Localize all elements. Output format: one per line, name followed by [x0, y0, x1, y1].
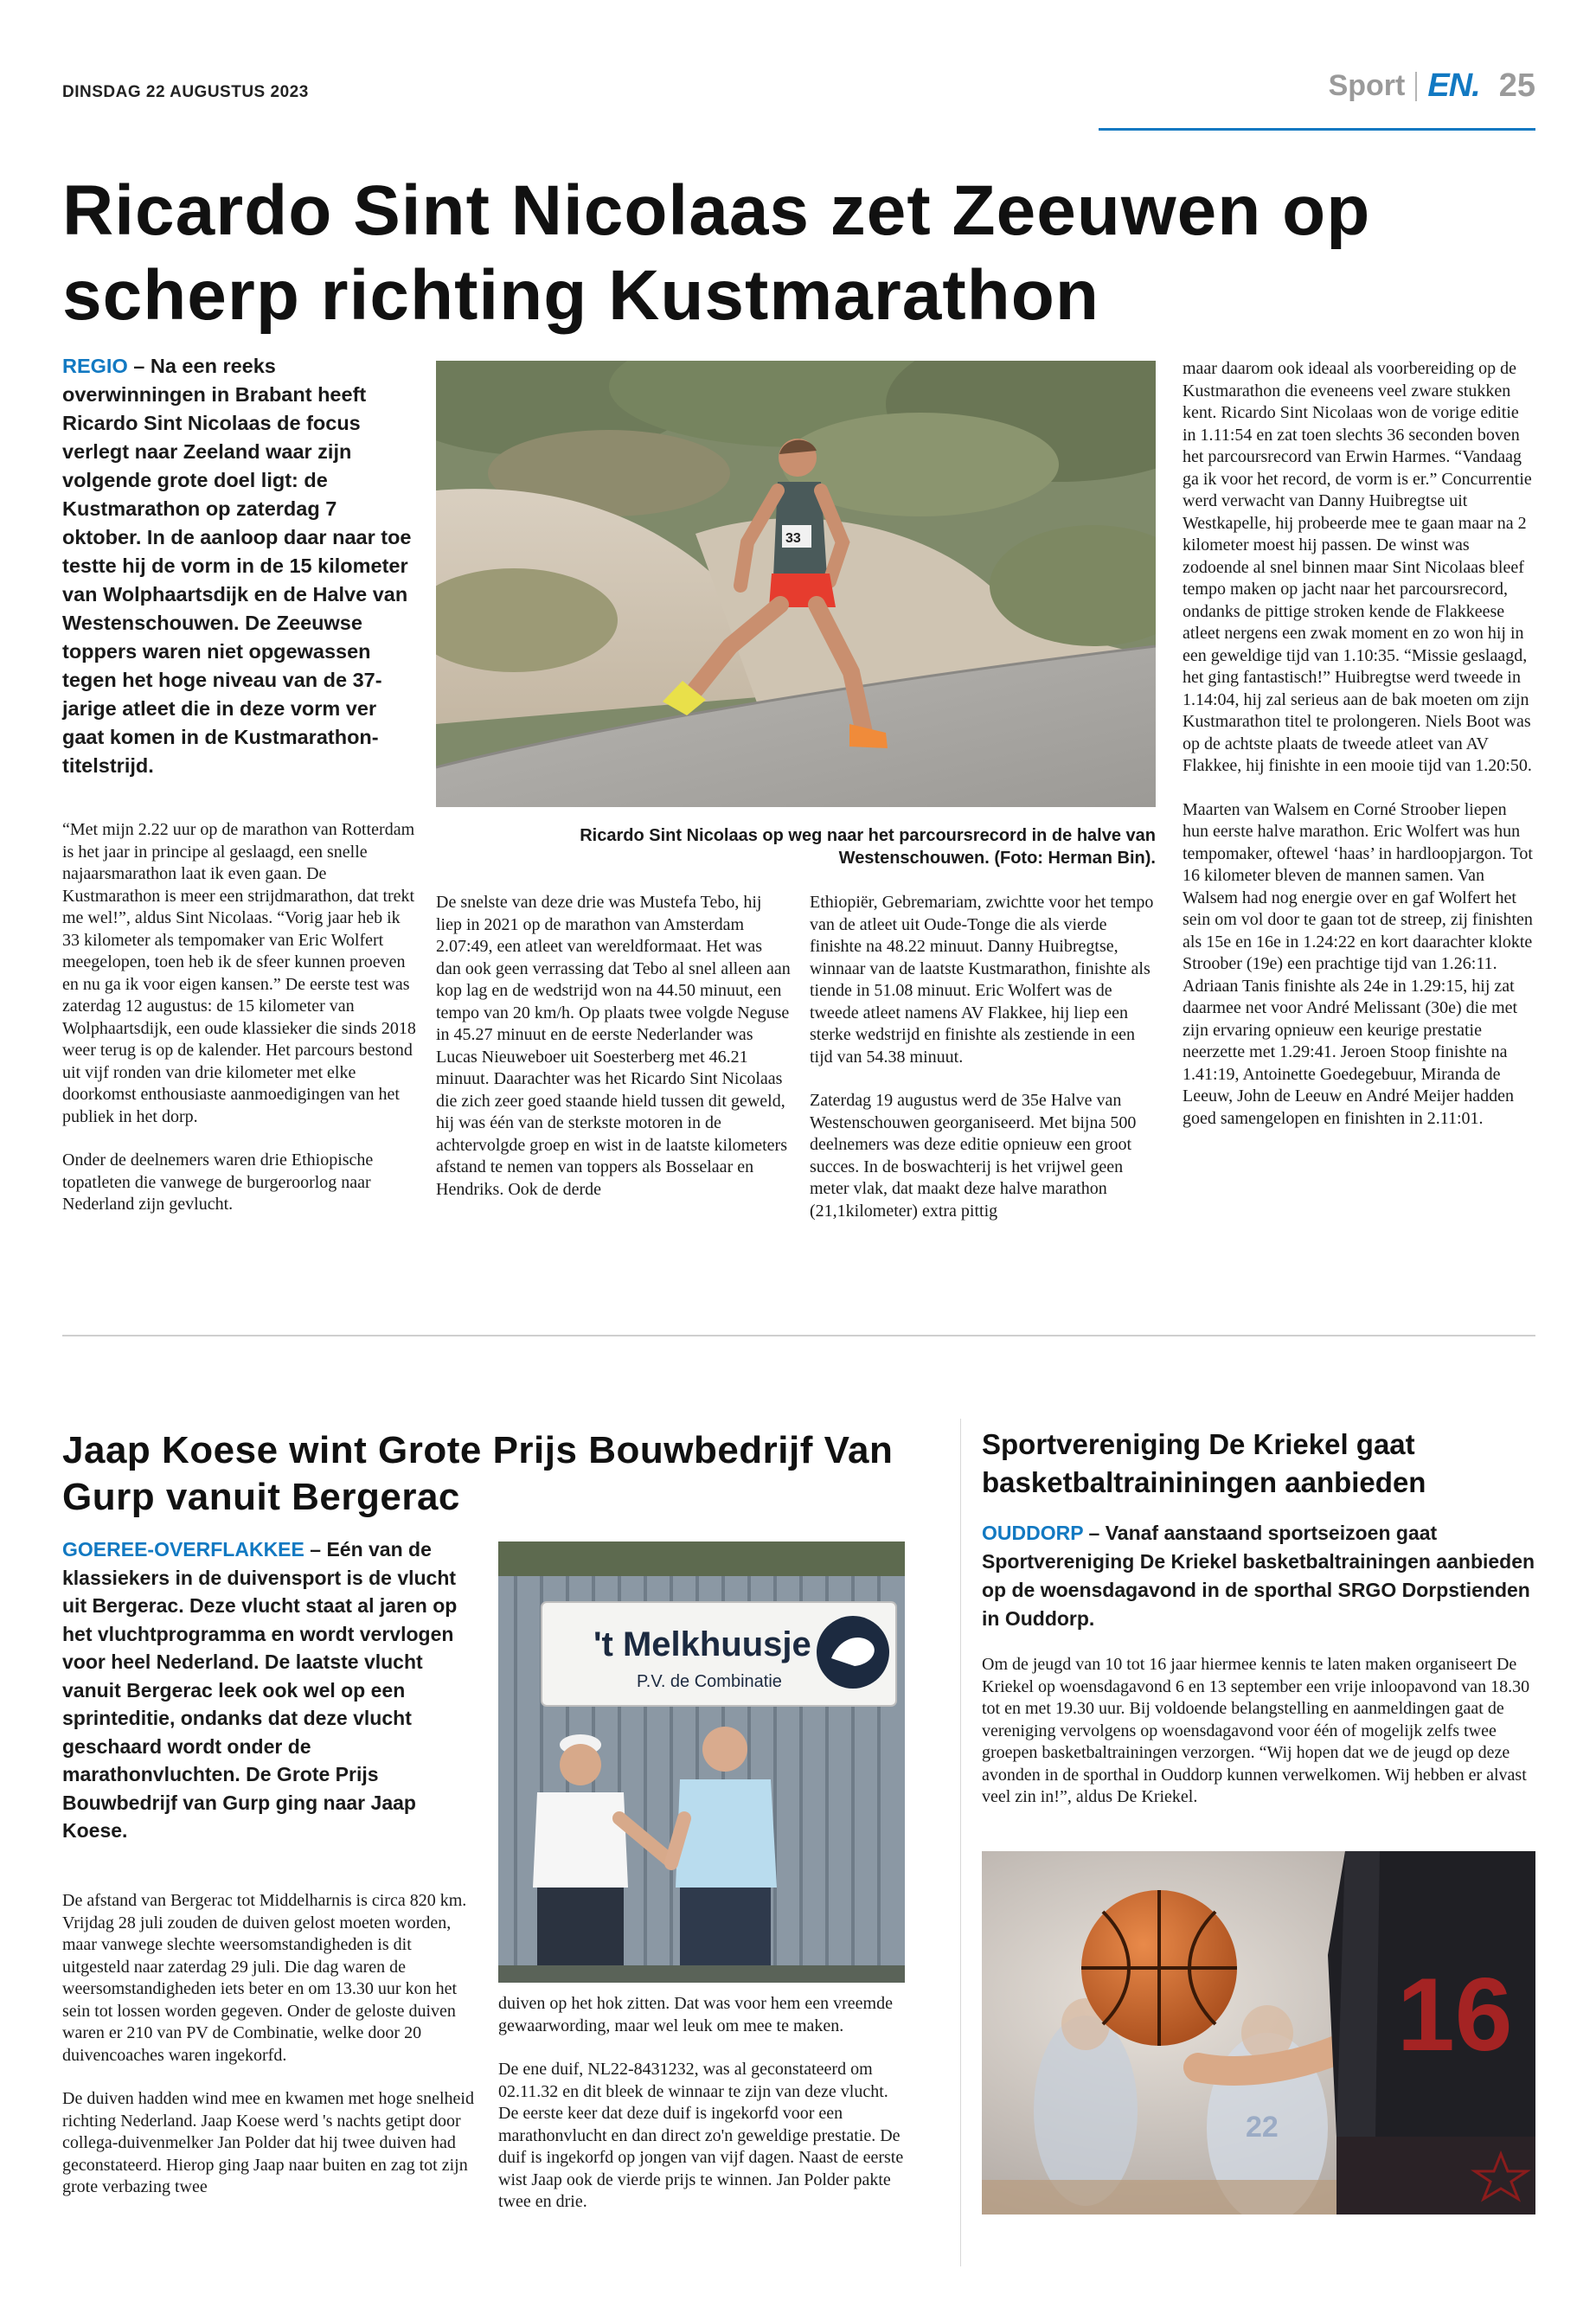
sign-title: 't Melkhuusje	[593, 1625, 811, 1663]
article1-col3-p2: Zaterdag 19 augustus werd de 35e Halve van Westenschouwen georganiseerd. Met bijna 500 deelnemers was deze editie opnieuw een groot succes. In de boswachterij is het vrijwel geen meter vlak, dat maakt deze halve marathon (21,1kilometer) extra pittig	[810, 1091, 1137, 1221]
blurred-jersey-number: 22	[1246, 2111, 1279, 2144]
newspaper-logo: EN.	[1427, 67, 1480, 104]
runner-photo-caption: Ricardo Sint Nicolaas op weg naar het parcoursrecord in de halve van Westenschouwen. (Foto: Herman Bin).	[580, 826, 1156, 868]
article1-col2-p1: De snelste van deze drie was Mustefa Tebo, hij liep in 2021 op de marathon van Amsterdam 2.07:49, een atleet van wereldformaat. Het was dan ook geen verrassing dat Tebo al snel alleen aan kop lag en de wedstrijd won na 44.50 minuut, een tempo van 20 km/h. Op plaats twee volgde Neguse in 45.27 minuut en de eerste Nederlander was Lucas Nieuweboer uit Soesterberg met 46.21 minuut. Daarachter was het Ricardo Sint Nicolaas die zich zeer goed staande hield tussen dit geweld, hij was één van de sterkste motoren in de achtervolgde groep en wist in de laatste kilometers afstand te nemen van toppers als Bosselaar en Hendriks. Ook de derde	[436, 893, 791, 1199]
article3-body	[982, 1654, 1535, 1809]
article1-col4-p2: Maarten van Walsem en Corné Stroober liepen hun eerste halve marathon. Eric Wolfert was hun tempomaker, oftewel ‘haas’ in hardloopjargon. Tot 16 kilometer bleven de mannen samen. Van Walsem had nog energie over en gaf Wolfert het sein om vol door te gaan tot de streep, zij finishten als 15e en 16e in 1.24:22 en kort daarachter klokte Stroober (19e) een prachtige tijd van 1.26:11. Adriaan Tanis finishte als 24e in 1.29:15, hij zat daarmee net voor André Melissant (30e) die met zijn ervaring opnieuw een keurige prestatie neerzette met 1.29:41. Jeroen Stoop finishte na 1.41:19, Antoinette Goedegebuur, Miranda de Leeuw, John de Leeuw en André Meijer hadden goed samengelopen en finishten in 2.11:01.	[1183, 799, 1533, 1128]
page-header	[1329, 67, 1535, 105]
article1-region: REGIO	[62, 355, 128, 377]
article1-lead-text: – Na een reeks overwinningen in Brabant heeft Ricardo Sint Nicolaas de focus verlegt naar Zeeland waar zijn volgende grote doel ligt: de Kustmarathon op zaterdag 7 oktober. In de aanloop daar naar toe testte hij de vorm in de 15 kilometer van Wolphaartsdijk en de Halve van Westenschouwen. De Zeeuwse toppers waren niet opgewassen tegen het hoge niveau van de 37-jarige atleet die in deze vorm ver gaat komen in de Kustmarathon-titelstrijd.	[62, 355, 412, 777]
article2-lead	[62, 1535, 478, 1845]
header-rule	[1099, 128, 1535, 131]
runner-photo	[436, 361, 1156, 807]
article1-column-3	[810, 892, 1156, 1222]
article1-col1-p2: Onder de deelnemers waren drie Ethiopische topatleten die vanwege de burgeroorlog naar Nederland zijn gevlucht.	[62, 1150, 374, 1214]
sign-subtitle: P.V. de Combinatie	[637, 1672, 782, 1691]
article1-column-1	[62, 819, 417, 1216]
article2-column-2	[498, 1993, 905, 2214]
pigeon-club-illustration	[498, 1541, 905, 1983]
article3-headline: Sportvereniging De Kriekel gaat basketbaltraininingen aanbieden	[982, 1428, 1426, 1498]
article2-col1-p2: De duiven hadden wind mee en kwamen met hoge snelheid richting Nederland. Jaap Koese werd 's nachts getipt door collega-duivenmelker Jan Polder dat hij twee duiven had geconstateerd. Hierop ging Jaap naar buiten en zag tot zijn grote verbazing twee	[62, 2089, 474, 2196]
article3-region: OUDDORP	[982, 1522, 1084, 1544]
article2-col1-p1: De afstand van Bergerac tot Middelharnis is circa 820 km. Vrijdag 28 juli zouden de duiven gelost moeten worden, maar vanwege slechte weersomstandigheden is dit uitgesteld naar zaterdag 29 juli. Die dag waren de weersomstandigheden iets beter en om 13.30 uur kon het sein tot lossen worden gegeven. Onder de geloste duiven waren er 210 van PV de Combinatie, welke door 20 duivencoaches waren ingekorfd.	[62, 1891, 467, 2065]
article1-column-4	[1183, 358, 1535, 1130]
article3-lead-text: – Vanaf aanstaand sportseizoen gaat Sportvereniging De Kriekel basketbaltrainingen aanbieden op de woensdagavond in de sporthal SRGO Dorpstienden in Ouddorp.	[982, 1522, 1535, 1630]
bib-number: 33	[785, 531, 801, 546]
basketball-photo	[982, 1851, 1535, 2214]
header-separator	[1415, 72, 1417, 101]
article1-col1-p1: “Met mijn 2.22 uur op de marathon van Rotterdam is het jaar in principe al geslaagd, een snelle najaarsmarathon laat ik even gaan. De Kustmarathon is meer een strijdmarathon, dat trekt me wel!”, aldus Sint Nicolaas. “Vorig jaar heb ik 33 kilometer als tempomaker van Eric Wolfert meegelopen, toen heb ik de sfeer kunnen proeven en nu ga ik voor eigen kansen.” De eerste test was zaterdag 12 augustus: de 15 kilometer van Wolphaartsdijk, een oude klassieker die sinds 2018 weer terug is op de kalender. Het parcours bestond uit vijf ronden van drie kilometer met elke doorkomst enthousiaste aanmoedigingen van het publiek in het dorp.	[62, 820, 416, 1126]
basketball-illustration	[982, 1851, 1535, 2214]
article1-col3-p1: Ethiopiër, Gebremariam, zwichtte voor het tempo van de atleet uit Oude-Tonge die als vierde finishte na 48.22 minuut. Danny Huibregtse, winnaar van de laatste Kustmarathon, finishte als tiende in 51.08 minuut. Eric Wolfert was de tweede atleet namens AV Flakkee, hij liep een sterke wedstrijd en finishte als zestiende in een tijd van 54.38 minuut.	[810, 893, 1154, 1067]
article3-body-p1: Om de jeugd van 10 tot 16 jaar hiermee kennis te laten maken organiseert De Kriekel op woensdagavond 6 en 13 september een vrije inloopavond van 18.30 tot en met 19.30 uur. Bij voldoende belangstelling en aanmeldingen gaat de vereniging vervolgens op woensdagavond voor één of mogelijk zelfs twee groepen basketbaltrainingen verzorgen. “Wij hopen dat we de jeugd op deze avonden in de sporthal in Ouddorp kunnen verwelkomen. Wij hebben er alvast veel zin in!”, aldus De Kriekel.	[982, 1655, 1530, 1806]
runner-photo-illustration	[436, 361, 1156, 807]
pigeon-club-photo	[498, 1541, 905, 1983]
article1-headline: Ricardo Sint Nicolaas zet Zeeuwen op scherp richting Kustmarathon	[62, 171, 1371, 335]
article2-region: GOEREE-OVERFLAKKEE	[62, 1538, 304, 1561]
article1-lead	[62, 352, 417, 780]
article2-col2-p2: De ene duif, NL22-8431232, was al geconstateerd om 02.11.32 en dit bleek de winnaar te zijn van deze vlucht. De eerste keer dat deze duif is ingekorfd voor een marathonvlucht en dan direct zo'n geweldige prestatie. De duif is ingekorfd op jongen van vijf dagen. Naast de eerste wist Jaap ook de vierde prijs te winnen. Jan Polder pakte twee en drie.	[498, 2060, 904, 2211]
article2-col2-p1: duiven op het hok zitten. Dat was voor hem een vreemde gewaarwording, maar wel leuk om mee te maken.	[498, 1994, 893, 2035]
section-name: Sport	[1328, 69, 1406, 102]
article1-col4-p1: maar daarom ook ideaal als voorbereiding op de Kustmarathon die eveneens veel zware stukken kent. Ricardo Sint Nicolaas won de vorige editie in 1.11:54 en zat toen slechts 36 seconden boven het parcoursrecord van Erwin Harmes. “Vandaag ga ik voor het record, de vorm is er.” Concurrentie werd verwacht van Danny Huibregtse uit Westkapelle, hij probeerde mee te gaan maar na 2 kilometer moest hij passen. De winst was zodoende al snel binnen maar Sint Nicolaas bleef tempo maken op jacht naar het parcoursrecord, ondanks de pittige stroken kende de Flakkeese atleet nergens een zwak moment en zo won hij in een geweldige tijd van 1.10:35. “Missie geslaagd, het ging fantastisch!” Huibregtse werd tweede in 1.14:04, hij zal serieus aan de bak moeten om zijn Kustmarathon titel te prolongeren. Niels Boot was op de achtste plaats de tweede atleet van AV Flakkee, hij finishte in een mooie tijd van 1.20:50.	[1183, 359, 1532, 775]
article1-column-2	[436, 892, 791, 1201]
article2-column-1	[62, 1890, 482, 2199]
issue-date: DINSDAG 22 AUGUSTUS 2023	[62, 83, 309, 101]
section-divider	[62, 1335, 1535, 1336]
article3-lead	[982, 1519, 1535, 1633]
page-number: 25	[1498, 67, 1535, 104]
article2-lead-text: – Eén van de klassiekers in de duivensport is de vlucht uit Bergerac. Deze vlucht staat al jaren op het vluchtprogramma en wordt vervlogen voor heel Nederland. De laatste vlucht vanuit Bergerac leek ook wel op een sprinteditie, ondanks dat deze vlucht geschaard wordt onder de marathonvluchten. De Grote Prijs Bouwbedrijf van Gurp ging naar Jaap Koese.	[62, 1538, 458, 1842]
jersey-number: 16	[1397, 1957, 1513, 2073]
article2-headline: Jaap Koese wint Grote Prijs Bouwbedrijf Van Gurp vanuit Bergerac	[62, 1429, 894, 1518]
column-divider	[960, 1419, 961, 2266]
